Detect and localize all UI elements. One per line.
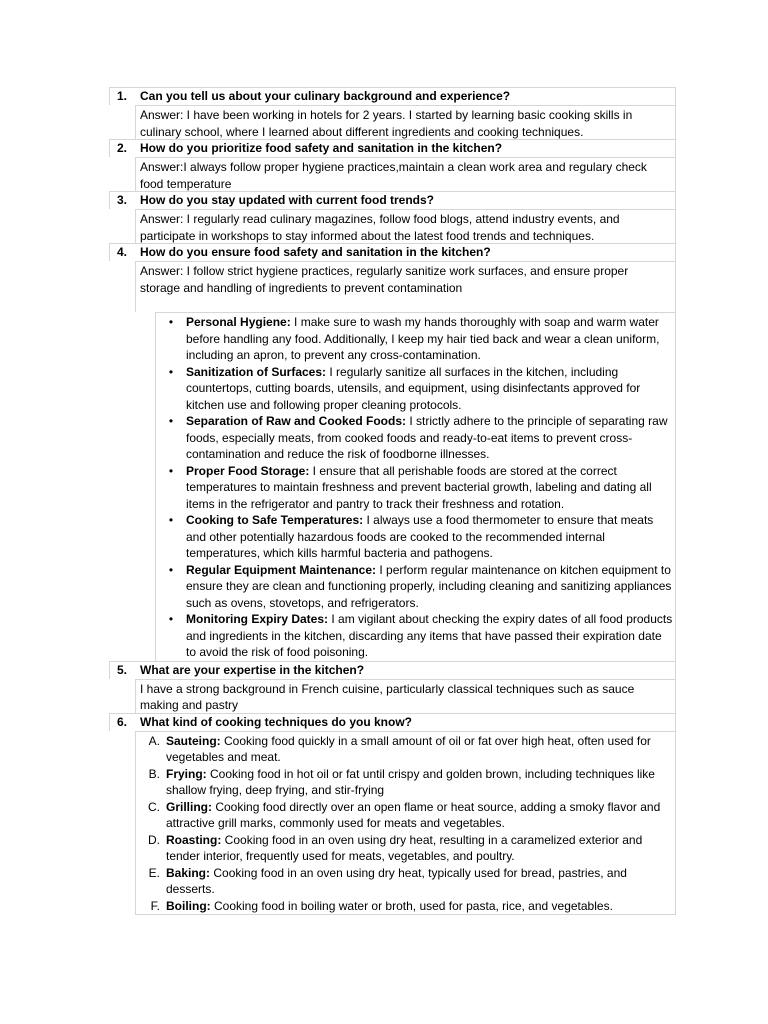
list-item — [156, 314, 673, 364]
question-text: Can you tell us about your culinary background and experience? — [140, 89, 511, 103]
technique-term: Sauteing: — [166, 733, 221, 748]
question-text: How do you ensure food safety and sanitation in the kitchen? — [140, 245, 491, 259]
technique-term: Roasting: — [166, 832, 222, 847]
list-item — [136, 733, 673, 766]
question-text: What are your expertise in the kitchen? — [140, 662, 365, 677]
practice-description: I always use a food thermometer to ensure that meats and other potentially hazardous foods are cooked to the recommended internal temperatures, which kills harmful bacteria and pathogens. — [186, 513, 654, 560]
answer-cell: Answer: I have been working in hotels for 2 years. I started by learning basic cooking skills in culinary school, where I learned about different ingredients and cooking techniques. — [135, 105, 676, 139]
practice-term: Proper Food Storage: — [186, 463, 310, 478]
answer-cell: Answer: I follow strict hygiene practices, regularly sanitize work surfaces, and ensure proper storage and handling of ingredients to prevent contamination — [135, 261, 676, 312]
bullet-marker: • — [168, 315, 174, 329]
answer-cell: Answer:I always follow proper hygiene practices,maintain a clean work area and regulary check food temperature — [135, 157, 676, 191]
answer-cell: I have a strong background in French cuisine, particularly classical techniques such as sauce making and pastry — [135, 679, 676, 713]
practice-term: Separation of Raw and Cooked Foods: — [186, 414, 407, 428]
question-text: How do you stay updated with current food trends? — [140, 193, 435, 207]
list-item — [136, 832, 673, 865]
question-row — [109, 139, 676, 157]
practice-description: I perform regular maintenance on kitchen equipment to ensure they are clean and functioning properly, including cleaning and sanitizing appliances such as ovens, stovetops, and refrigerators. — [186, 562, 672, 610]
list-letter: A. — [148, 733, 160, 748]
technique-description: Cooking food quickly in a small amount of oil or fat over high heat, often used for vegetables and meat. — [166, 733, 651, 764]
bullet-marker: • — [168, 414, 174, 428]
question-row — [109, 87, 676, 105]
practice-description: I am vigilant about checking the expiry dates of all food products and ingredients in the kitchen, discarding any items that have passed their expiration date to avoid the risk of food poisoning. — [186, 612, 673, 659]
answer-cell: Answer: I regularly read culinary magazines, follow food blogs, attend industry events, and participate in workshops to stay informed about the latest food trends and techniques. — [135, 209, 676, 243]
question-row — [109, 243, 676, 261]
question-text: How do you prioritize food safety and sanitation in the kitchen? — [140, 141, 503, 155]
technique-term: Grilling: — [166, 799, 212, 814]
list-item — [136, 898, 673, 915]
bullet-marker: • — [168, 562, 174, 577]
technique-description: Cooking food in an oven using dry heat, resulting in a caramelized exterior and tender interior, frequently used for meats, vegetables, and poultry. — [166, 832, 643, 863]
list-letter: E. — [148, 865, 160, 880]
practice-description: I regularly sanitize all surfaces in the kitchen, including countertops, cutting boards, utensils, and equipment, using disinfectants approved for kitchen use and following proper cleaning protocols. — [186, 364, 641, 412]
question-number: 5. — [117, 662, 128, 677]
question-number: 2. — [117, 141, 128, 155]
list-letter: B. — [148, 766, 160, 781]
technique-term: Boiling: — [166, 898, 211, 913]
question-number: 1. — [117, 89, 128, 103]
technique-description: Cooking food directly over an open flame or heat source, adding a smoky flavor and attractive grill marks, commonly used for meats and vegetables. — [166, 799, 661, 830]
question-number: 4. — [117, 245, 128, 259]
list-item — [136, 865, 673, 898]
list-item — [156, 512, 673, 562]
list-item — [136, 766, 673, 799]
technique-description: Cooking food in an oven using dry heat, typically used for bread, pastries, and desserts. — [166, 865, 627, 896]
technique-term: Baking: — [166, 865, 211, 880]
bullet-marker: • — [168, 612, 174, 626]
practice-term: Personal Hygiene: — [186, 315, 291, 329]
list-item — [156, 364, 673, 414]
practice-description: I make sure to wash my hands thoroughly with soap and warm water before handling any food. Additionally, I keep my hair tied back and wear a clean uniform, including an apron, to prevent any cross-contamination. — [186, 315, 660, 362]
list-letter: F. — [150, 898, 160, 913]
techniques-list — [135, 731, 676, 916]
question-row — [109, 713, 676, 731]
list-item — [156, 413, 673, 463]
bullet-marker: • — [168, 463, 174, 478]
practice-description: I ensure that all perishable foods are stored at the correct temperatures to maintain freshness and prevent bacterial growth, labeling and dating all items in the refrigerator and pantry to track their freshness and rotation. — [186, 463, 652, 511]
technique-description: Cooking food in boiling water or broth, used for pasta, rice, and vegetables. — [210, 898, 613, 913]
technique-description: Cooking food in hot oil or fat until crispy and golden brown, including techniques like shallow frying, deep frying, and stir-frying — [166, 766, 655, 797]
list-letter: C. — [148, 799, 160, 814]
interview-document — [109, 87, 676, 915]
question-row — [109, 661, 676, 679]
list-item — [136, 799, 673, 832]
list-item — [156, 463, 673, 513]
question-row — [109, 191, 676, 209]
list-item — [156, 562, 673, 612]
practice-term: Regular Equipment Maintenance: — [186, 562, 377, 577]
question-number: 3. — [117, 193, 128, 207]
safety-practices-list — [155, 312, 676, 661]
practice-term: Sanitization of Surfaces: — [186, 364, 327, 379]
question-number: 6. — [117, 714, 128, 729]
practice-description: I strictly adhere to the principle of separating raw foods, especially meats, from cooked foods and ready-to-eat items to prevent cross-contamination and reduce the risk of foodborne illnesses. — [186, 414, 668, 461]
list-item — [156, 611, 673, 661]
list-letter: D. — [148, 832, 160, 847]
bullet-marker: • — [168, 364, 174, 379]
practice-term: Cooking to Safe Temperatures: — [186, 513, 364, 527]
technique-term: Frying: — [166, 766, 207, 781]
question-text: What kind of cooking techniques do you know? — [140, 714, 412, 729]
bullet-marker: • — [168, 513, 174, 527]
practice-term: Monitoring Expiry Dates: — [186, 612, 329, 626]
